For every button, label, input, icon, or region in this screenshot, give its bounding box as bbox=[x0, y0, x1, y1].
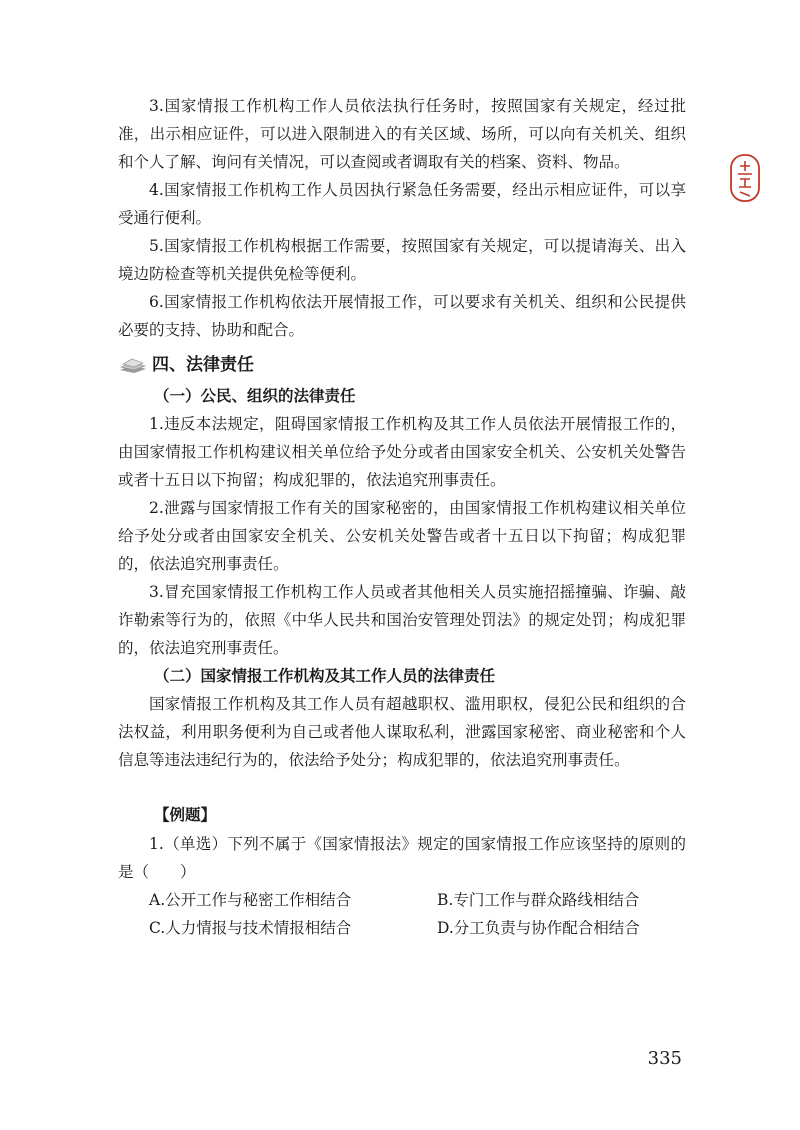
paragraph-item-3: 3.国家情报工作机构工作人员依法执行任务时，按照国家有关规定，经过批准，出示相应证件，可以进入限制进入的有关区域、场所，可以向有关机关、组织和个人了解、询问有关情况，可以查阅或者调取有关的档案、资料、物品。 bbox=[118, 97, 686, 171]
book-icon bbox=[118, 356, 148, 374]
section-heading bbox=[118, 350, 686, 380]
option-c: C.人力情报与技术情报相结合 bbox=[149, 919, 352, 937]
sub2-paragraph: 国家情报工作机构及其工作人员有超越职权、滥用职权，侵犯公民和组织的合法权益，利用职务便利为自己或者他人谋取私利，泄露国家秘密、商业秘密和个人信息等违法违纪行为的，依法给予处分；构成犯罪的，依法追究刑事责任。 bbox=[118, 695, 686, 769]
page-number: 335 bbox=[647, 1048, 682, 1069]
paragraph-item-6: 6.国家情报工作机构依法开展情报工作，可以要求有关机关、组织和公民提供必要的支持、协助和配合。 bbox=[118, 293, 686, 339]
subsection-title-2: （二）国家情报工作机构及其工作人员的法律责任 bbox=[154, 667, 496, 685]
option-b: B.专门工作与群众路线相结合 bbox=[437, 891, 640, 909]
sub1-paragraph-3: 3.冒充国家情报工作机构工作人员或者其他相关人员实施招摇撞骗、诈骗、敲诈勒索等行为的，依照《中华人民共和国治安管理处罚法》的规定处罚；构成犯罪的，依法追究刑事责任。 bbox=[118, 583, 686, 657]
paragraph-item-4: 4.国家情报工作机构工作人员因执行紧急任务需要，经出示相应证件，可以享受通行便利。 bbox=[118, 181, 686, 227]
subsection-title-1: （一）公民、组织的法律责任 bbox=[154, 387, 356, 405]
option-a: A.公开工作与秘密工作相结合 bbox=[149, 891, 352, 909]
example-label: 【例题】 bbox=[154, 806, 217, 824]
question-text: 1.（单选）下列不属于《国家情报法》规定的国家情报工作应该坚持的原则的是（ ） bbox=[118, 835, 686, 881]
page-content bbox=[118, 92, 686, 942]
section-title: 四、法律责任 bbox=[152, 355, 254, 375]
sub1-paragraph-2: 2.泄露与国家情报工作有关的国家秘密的，由国家情报工作机构建议相关单位给予处分或者由国家安全机关、公安机关处警告或者十五日以下拘留；构成犯罪的，依法追究刑事责任。 bbox=[118, 499, 686, 573]
option-d: D.分工负责与协作配合相结合 bbox=[437, 919, 640, 937]
options-grid bbox=[118, 886, 686, 942]
sub1-paragraph-1: 1.违反本法规定，阻碍国家情报工作机构及其工作人员依法开展情报工作的，由国家情报工作机构建议相关单位给予处分或者由国家安全机关、公安机关处警告或者十五日以下拘留；构成犯罪的，依法追究刑事责任。 bbox=[118, 415, 686, 489]
seal-logo bbox=[728, 152, 762, 204]
paragraph-item-5: 5.国家情报工作机构根据工作需要，按照国家有关规定，可以提请海关、出入境边防检查等机关提供免检等便利。 bbox=[118, 237, 686, 283]
